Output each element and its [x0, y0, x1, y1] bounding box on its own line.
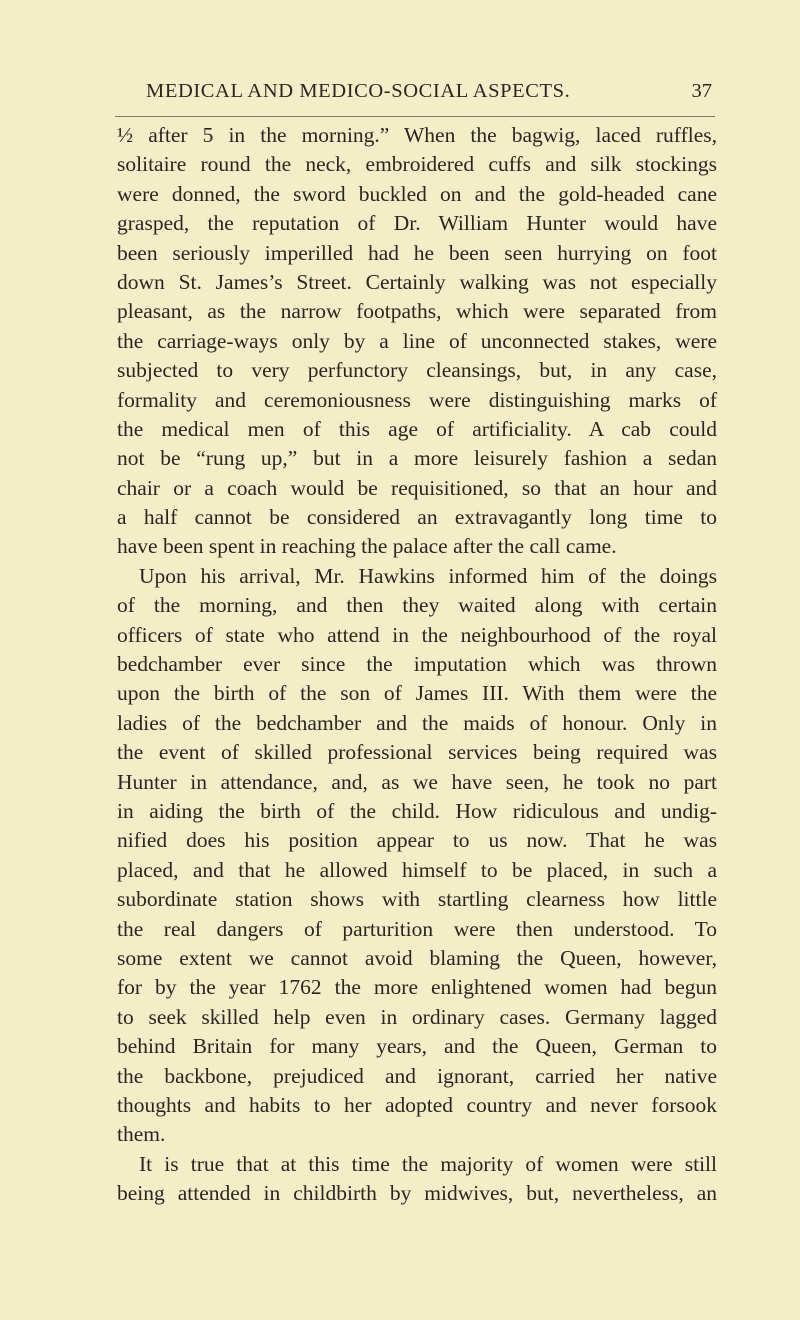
- text-line: for by the year 1762 the more enlightened women had begun: [117, 975, 717, 1000]
- text-line: down St. James’s Street. Certainly walking was not especially: [117, 269, 717, 294]
- text-line: not be “rung up,” but in a more leisurely fashion a sedan: [117, 446, 717, 471]
- text-line: grasped, the reputation of Dr. William Hunter would have: [117, 211, 717, 236]
- text-line: the medical men of this age of artificiality. A cab could: [117, 416, 717, 441]
- text-line: of the morning, and then they waited along with certain: [117, 593, 717, 618]
- text-line: to seek skilled help even in ordinary cases. Germany lagged: [117, 1004, 717, 1029]
- text-line: Upon his arrival, Mr. Hawkins informed him of the doings: [139, 563, 717, 588]
- text-line: behind Britain for many years, and the Queen, German to: [117, 1034, 717, 1059]
- text-line: bedchamber ever since the imputation which was thrown: [117, 652, 717, 677]
- running-title: MEDICAL AND MEDICO-SOCIAL ASPECTS.: [146, 80, 571, 102]
- text-line: were donned, the sword buckled on and the gold-headed cane: [117, 181, 717, 206]
- text-line: thoughts and habits to her adopted country and never forsook: [117, 1092, 717, 1117]
- text-line: solitaire round the neck, embroidered cuffs and silk stockings: [117, 152, 717, 177]
- text-line: subordinate station shows with startling clearness how little: [117, 887, 717, 912]
- text-line: in aiding the birth of the child. How ridiculous and undig-: [117, 798, 717, 823]
- text-line: Hunter in attendance, and, as we have seen, he took no part: [117, 769, 717, 794]
- text-line: the real dangers of parturition were then understood. To: [117, 916, 717, 941]
- text-line: the backbone, prejudiced and ignorant, carried her native: [117, 1063, 717, 1088]
- text-line: ½ after 5 in the morning.” When the bagwig, laced ruffles,: [117, 123, 717, 147]
- text-line: have been spent in reaching the palace after the call came.: [117, 534, 617, 559]
- text-line: the carriage-ways only by a line of unconnected stakes, were: [117, 328, 717, 353]
- text-line: placed, and that he allowed himself to be placed, in such a: [117, 857, 717, 882]
- text-line: upon the birth of the son of James III. With them were the: [117, 681, 717, 706]
- text-line: nified does his position appear to us now. That he was: [117, 828, 717, 853]
- text-line: ladies of the bedchamber and the maids of honour. Only in: [117, 710, 717, 735]
- text-line: them.: [117, 1122, 166, 1147]
- text-line: It is true that at this time the majority of women were still: [139, 1151, 717, 1176]
- text-line: subjected to very perfunctory cleansings, but, in any case,: [117, 358, 717, 383]
- text-line: pleasant, as the narrow footpaths, which were separated from: [117, 299, 717, 324]
- body-text: [117, 121, 717, 1208]
- text-line: a half cannot be considered an extravagantly long time to: [117, 505, 717, 530]
- header-rule: [115, 116, 715, 117]
- page-number: 37: [691, 80, 712, 102]
- text-line: being attended in childbirth by midwives, but, nevertheless, an: [117, 1181, 717, 1206]
- text-line: officers of state who attend in the neighbourhood of the royal: [117, 622, 717, 647]
- text-line: the event of skilled professional services being required was: [117, 740, 717, 765]
- text-line: formality and ceremoniousness were distinguishing marks of: [117, 387, 717, 412]
- text-line: been seriously imperilled had he been seen hurrying on foot: [117, 240, 717, 265]
- running-head: [118, 80, 712, 110]
- text-line: some extent we cannot avoid blaming the Queen, however,: [117, 945, 717, 970]
- text-line: chair or a coach would be requisitioned, so that an hour and: [117, 475, 717, 500]
